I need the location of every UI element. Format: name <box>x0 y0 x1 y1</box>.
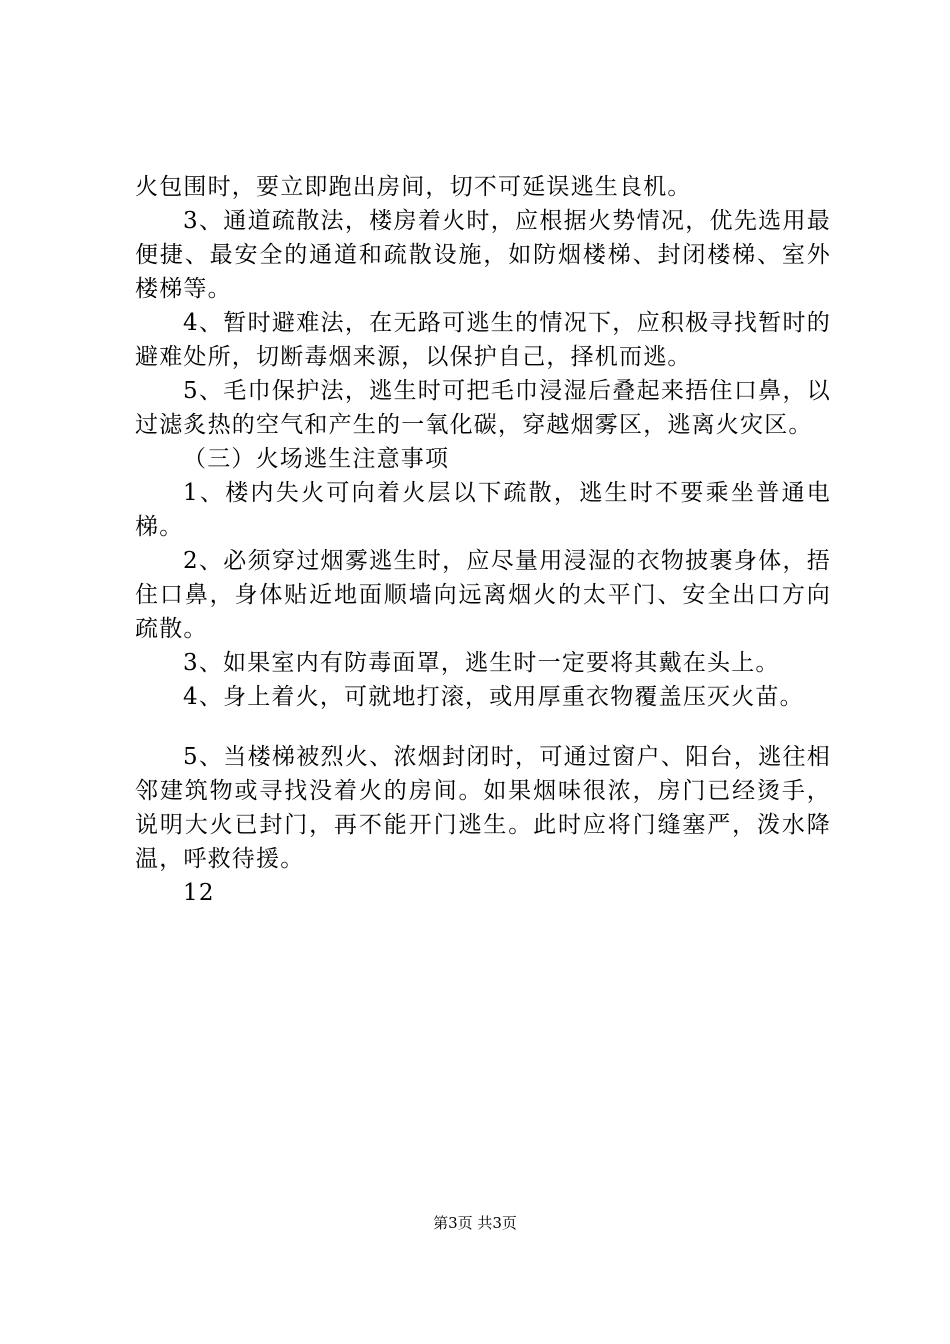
paragraph-number: 12 <box>183 880 215 906</box>
page-footer: 第3页 共3页 <box>433 1214 517 1232</box>
paragraph-passage-method: 3、通道疏散法，楼房着火时，应根据火势情况，优先选用最便捷、最安全的通道和疏散设施，如防烟楼梯、封闭楼梯、室外楼梯等。 <box>135 208 831 302</box>
paragraph-towel-method: 5、毛巾保护法，逃生时可把毛巾浸湿后叠起来捂住口鼻，以过滤炙热的空气和产生的一氧化碳，穿越烟雾区，逃离火灾区。 <box>135 378 831 438</box>
paragraph-item-4: 4、身上着火，可就地打滚，或用厚重衣物覆盖压灭火苗。 <box>183 684 804 710</box>
paragraph-refuge-method: 4、暂时避难法，在无路可逃生的情况下，应积极寻找暂时的避难处所，切断毒烟来源，以保护自己，择机而逃。 <box>135 310 831 370</box>
paragraph-continuation: 火包围时，要立即跑出房间，切不可延误逃生良机。 <box>135 174 692 200</box>
paragraph-item-1: 1、楼内失火可向着火层以下疏散，逃生时不要乘坐普通电梯。 <box>135 480 831 540</box>
paragraph-item-5: 5、当楼梯被烈火、浓烟封闭时，可通过窗户、阳台，逃往相邻建筑物或寻找没着火的房间。如果烟味很浓，房门已经烫手，说明大火已封门，再不能开门逃生。此时应将门缝塞严，泼水降温，呼救待援。 <box>135 744 831 872</box>
paragraph-item-2: 2、必须穿过烟雾逃生时，应尽量用浸湿的衣物披裹身体，捂住口鼻，身体贴近地面顺墙向远离烟火的太平门、安全出口方向疏散。 <box>135 548 831 642</box>
section-heading: （三）火场逃生注意事项 <box>183 446 450 472</box>
document-body <box>135 170 831 910</box>
paragraph-item-3: 3、如果室内有防毒面罩，逃生时一定要将其戴在头上。 <box>183 650 780 676</box>
